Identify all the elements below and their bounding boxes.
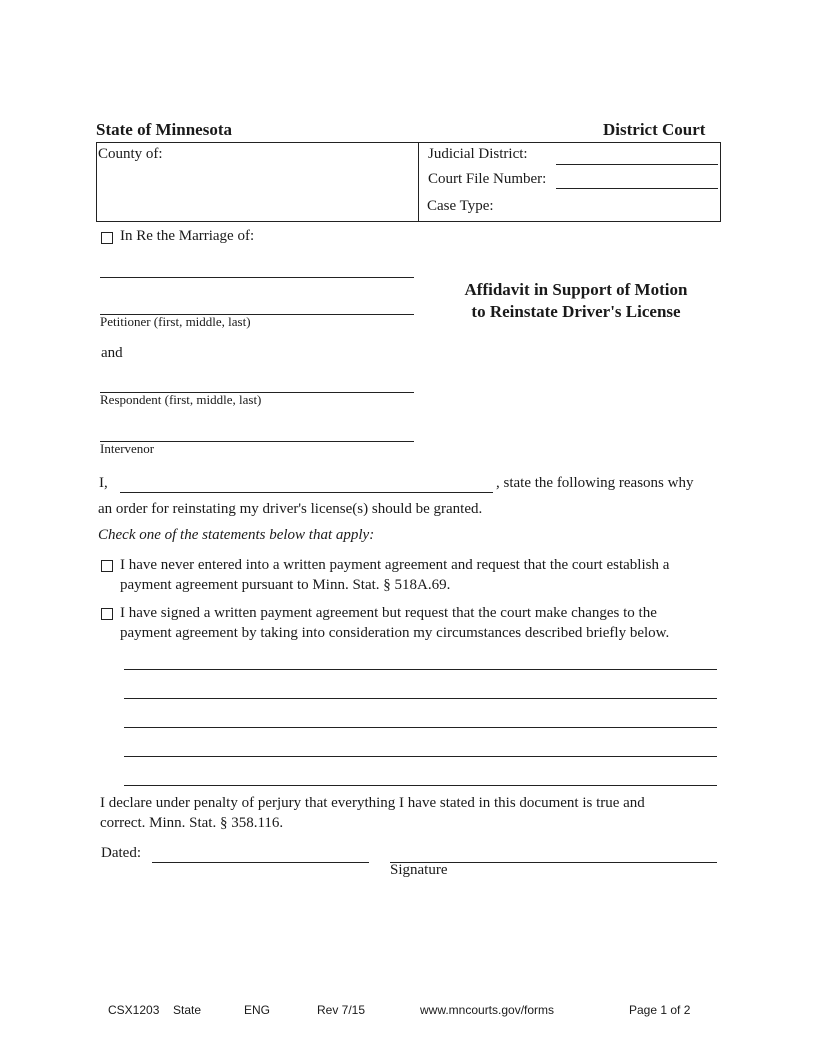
- option-2-checkbox[interactable]: [101, 608, 113, 620]
- instruction-text: Check one of the statements below that apply:: [98, 527, 375, 543]
- respondent-label: Respondent (first, middle, last): [100, 392, 262, 407]
- declaration-line-2: correct. Minn. Stat. § 358.116.: [100, 815, 284, 831]
- option-2-line-2: payment agreement by taking into consideration my circumstances described briefly below.: [120, 625, 670, 641]
- circumstances-line-4[interactable]: [124, 756, 717, 757]
- dated-field[interactable]: [152, 862, 369, 863]
- petitioner-label: Petitioner (first, middle, last): [100, 314, 251, 329]
- statement-line-2: an order for reinstating my driver's license(s) should be granted.: [98, 501, 483, 517]
- declaration-line-1: I declare under penalty of perjury that everything I have stated in this document is true and: [100, 795, 645, 811]
- dated-label: Dated:: [101, 845, 141, 861]
- petitioner-name-line-1[interactable]: [100, 277, 414, 278]
- affiant-name-line[interactable]: [120, 492, 493, 493]
- case-type-label: Case Type:: [427, 198, 494, 214]
- footer-revision: Rev 7/15: [317, 1003, 366, 1017]
- footer-language: ENG: [244, 1003, 271, 1017]
- intervenor-label: Intervenor: [100, 441, 155, 456]
- footer-category: State: [173, 1003, 202, 1017]
- judicial-district-field[interactable]: [556, 164, 718, 165]
- statement-tail: , state the following reasons why: [496, 475, 694, 491]
- court-file-number-label: Court File Number:: [428, 171, 547, 187]
- circumstances-line-2[interactable]: [124, 698, 717, 699]
- option-2-line-1: I have signed a written payment agreement but request that the court make changes to the: [120, 605, 657, 621]
- county-label: County of:: [98, 146, 163, 162]
- in-re-marriage-label: In Re the Marriage of:: [120, 228, 255, 244]
- footer-website[interactable]: www.mncourts.gov/forms: [420, 1003, 555, 1017]
- option-1-line-2: payment agreement pursuant to Minn. Stat. § 518A.69.: [120, 577, 451, 593]
- and-label: and: [101, 345, 123, 361]
- signature-label: Signature: [390, 862, 448, 878]
- option-1-checkbox[interactable]: [101, 560, 113, 572]
- in-re-marriage-checkbox[interactable]: [101, 232, 113, 244]
- court-file-number-field[interactable]: [556, 188, 718, 189]
- i-label: I,: [99, 475, 108, 491]
- circumstances-line-3[interactable]: [124, 727, 717, 728]
- footer-form-id: CSX1203: [108, 1003, 160, 1017]
- option-1-line-1: I have never entered into a written payment agreement and request that the court establish a: [120, 557, 670, 573]
- circumstances-line-1[interactable]: [124, 669, 717, 670]
- case-box-divider: [418, 143, 419, 221]
- state-name: State of Minnesota: [96, 120, 232, 139]
- judicial-district-label: Judicial District:: [428, 146, 528, 162]
- footer-page-number: Page 1 of 2: [629, 1003, 691, 1017]
- document-title-line-1: Affidavit in Support of Motion: [464, 280, 688, 299]
- case-info-box: [96, 142, 721, 222]
- court-name: District Court: [603, 120, 706, 139]
- circumstances-line-5[interactable]: [124, 785, 717, 786]
- document-title-line-2: to Reinstate Driver's License: [471, 302, 681, 321]
